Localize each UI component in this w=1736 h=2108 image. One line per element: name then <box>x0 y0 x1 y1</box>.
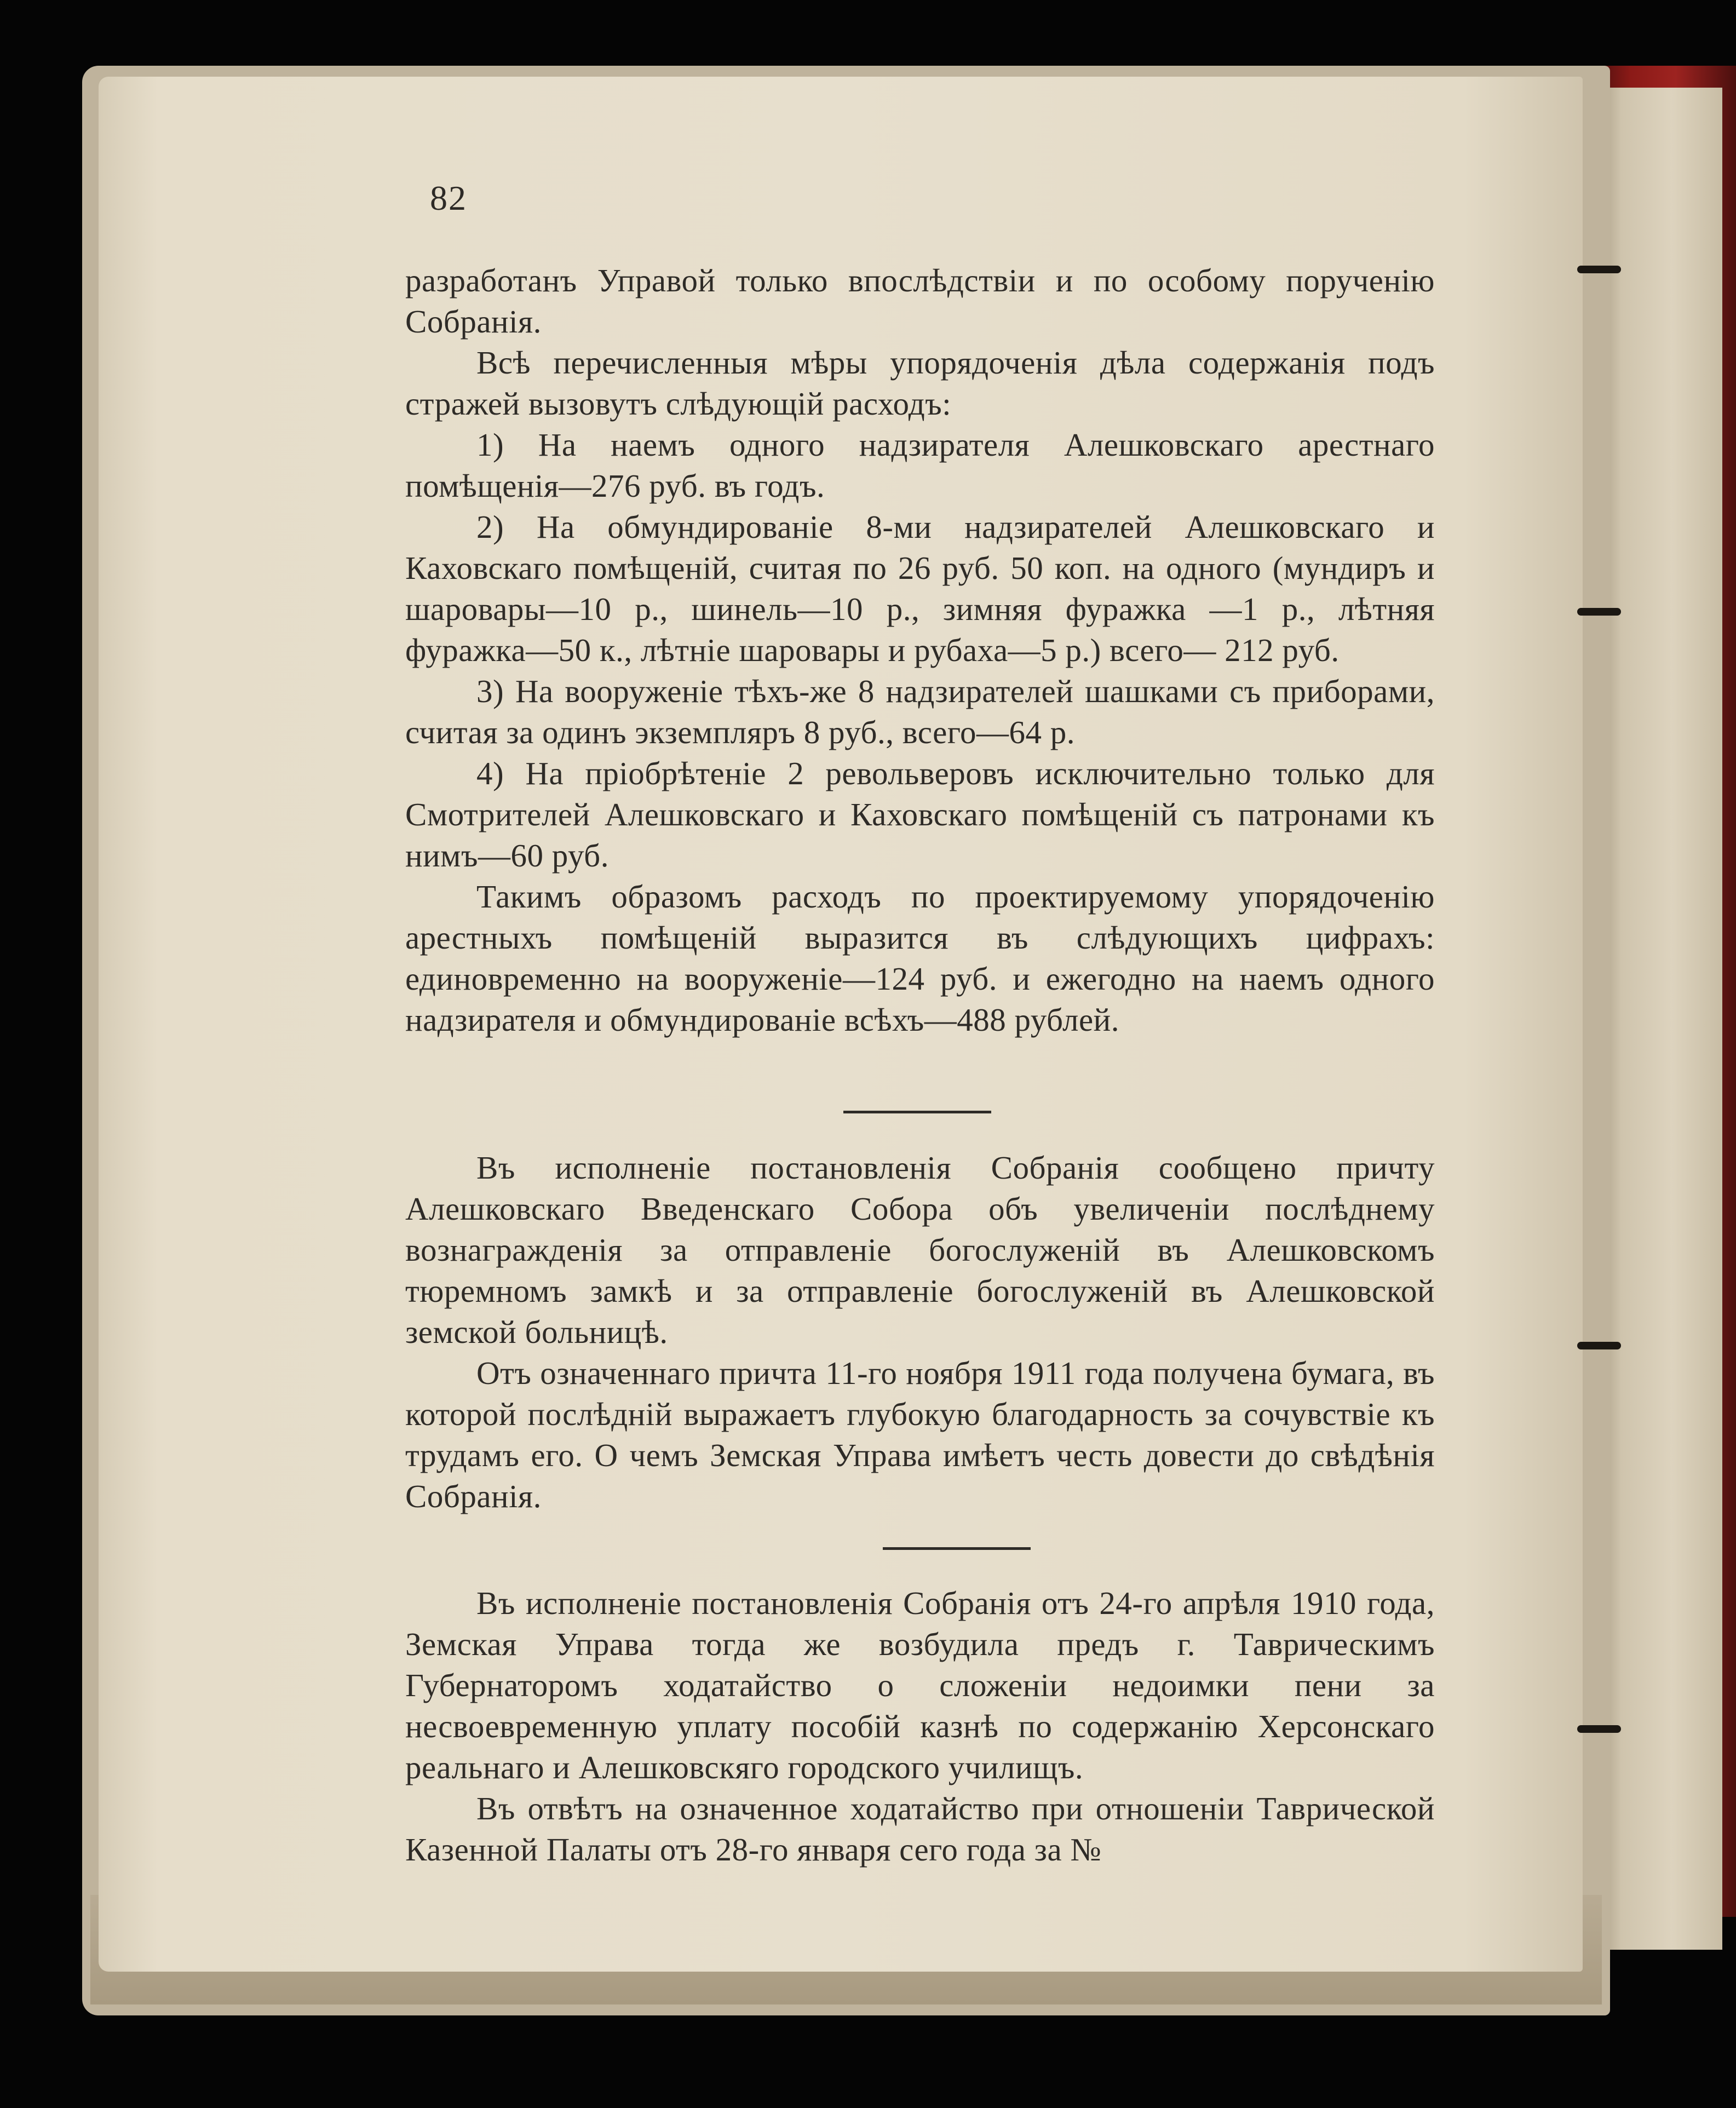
binding-stitch <box>1577 1342 1621 1349</box>
paragraph: Въ исполненіе постановленія Собранія отъ 24-го апрѣля 1910 года, Земская Управа тогда же возбудила предъ г. Таврическимъ Губернаторомъ ходатайство о сложеніи недоимки пени за несвоевременную уплату пособій казнѣ по содержанію Херсонскаго реальнаго и Алешковскяго городского училищъ. <box>405 1585 1435 1785</box>
paragraph: Такимъ образомъ расходъ по проектируемому упорядоченію арестныхъ помѣщеній выразится въ слѣдующихъ цифрахъ: единовременно на вооруженіе—124 руб. и ежегодно на наемъ одного надзирателя и обмундированіе всѣхъ—488 рублей. <box>405 878 1435 1038</box>
section-clergy <box>405 1147 1435 1517</box>
list-item: 1) На наемъ одного надзирателя Алешковскаго арестнаго помѣщенія—276 руб. въ годъ. <box>405 427 1435 504</box>
list-item: 3) На вооруженіе тѣхъ-же 8 надзирателей шашками съ приборами, считая за одинъ экземпляръ 8 руб., всего—64 р. <box>405 673 1435 750</box>
list-item: 2) На обмундированіе 8-ми надзирателей Алешковскаго и Каховскаго помѣщеній, считая по 26 руб. 50 коп. на одного (мундиръ и шаровары—10 р., шинель—10 р., зимняя фуражка —1 р., лѣтняя фуражка—50 к., лѣтніе шаровары и рубаха—5 р.) всего— 212 руб. <box>405 509 1435 668</box>
paragraph: разработанъ Управой только впослѣдствіи и по особому порученію Собранія. <box>405 262 1435 340</box>
section-petition <box>405 1583 1435 1870</box>
section-divider <box>843 1111 991 1113</box>
paragraph: Всѣ перечисленныя мѣры упорядоченія дѣла содержанія подъ стражей вызовутъ слѣдующій расходъ: <box>405 344 1435 422</box>
facing-page-edge <box>1596 88 1722 1950</box>
section-expenses <box>405 260 1435 1041</box>
page-number: 82 <box>430 179 467 217</box>
list-item: 4) На пріобрѣтеніе 2 револьверовъ исключительно только для Смотрителей Алешковскаго и Каховскаго помѣщеній съ патронами къ нимъ—60 руб. <box>405 755 1435 874</box>
binding-stitch <box>1577 1725 1621 1733</box>
paragraph: Въ исполненіе постановленія Собранія сообщено причту Алешковскаго Введенскаго Собора объ увеличеніи послѣднему вознагражденія за отправленіе богослуженій въ Алешковскомъ тюремномъ замкѣ и за отправленіе богослуженій въ Алешковской земской больницѣ. <box>405 1150 1435 1350</box>
paragraph: Отъ означеннаго причта 11-го ноября 1911 года получена бумага, въ которой послѣдній выражаетъ глубокую благодарность за сочувствіе къ трудамъ его. О чемъ Земская Управа имѣетъ честь довести до свѣдѣнія Собранія. <box>405 1355 1435 1514</box>
binding-stitch <box>1577 608 1621 616</box>
section-divider <box>883 1547 1031 1550</box>
binding-stitch <box>1577 266 1621 273</box>
paragraph: Въ отвѣтъ на означенное ходатайство при отношеніи Таврической Казенной Палаты отъ 28-го января сего года за № <box>405 1790 1435 1868</box>
